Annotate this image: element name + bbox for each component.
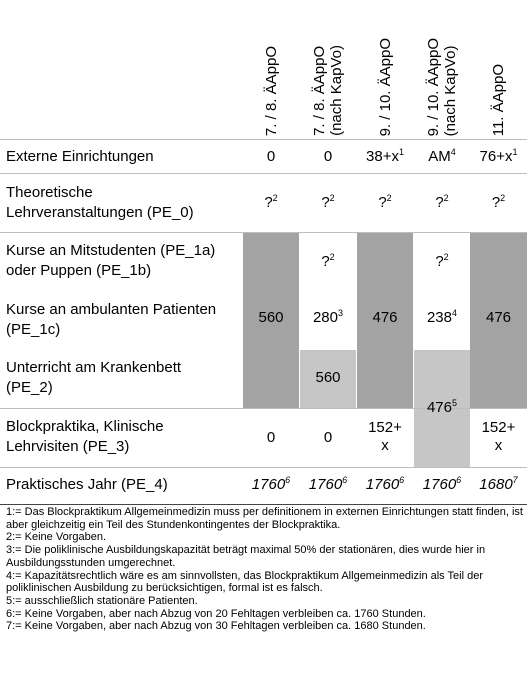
cell-footnote-ref: 7 bbox=[512, 475, 518, 485]
cell-pe1c-c4 bbox=[414, 296, 470, 340]
footnote-2: 2:= Keine Vorgaben. bbox=[6, 531, 106, 544]
cell-pe1c-c3 bbox=[357, 296, 413, 340]
cell-value: 76+x bbox=[479, 147, 513, 165]
row-label-text: Kurse an ambulanten Patienten bbox=[6, 301, 217, 318]
cell-pe0-c2 bbox=[300, 174, 356, 232]
cell-value: 476 bbox=[426, 399, 452, 416]
cell-footnote-ref: 6 bbox=[285, 475, 291, 485]
row-label-pe3 bbox=[6, 413, 164, 461]
cell-footnote-ref: 2 bbox=[386, 193, 392, 203]
cell-value: ? bbox=[491, 194, 501, 211]
cell-pe1c-c5 bbox=[470, 296, 527, 340]
footnote-4: 4:= Kapazitätsrechtlich wäre es am sinnvollsten, das Blockpraktikum Allgemeinmedizin als Teil der poliklinischen Ausbildung zu berücksichtigen, formal ist es falsch. bbox=[6, 569, 483, 595]
column-header-7-8-kapvo bbox=[300, 0, 356, 138]
cell-footnote-ref: 4 bbox=[452, 308, 458, 318]
row-label-pe1c bbox=[6, 296, 216, 344]
row-label-pe0 bbox=[6, 178, 194, 228]
cell-value: 0 bbox=[323, 147, 333, 165]
divider-footnotes bbox=[0, 504, 527, 505]
cell-pe0-c4 bbox=[414, 174, 470, 232]
column-header-sublabel: (nach KapVo) bbox=[442, 45, 459, 136]
column-header-11 bbox=[470, 0, 527, 138]
cell-pe1c-c2 bbox=[300, 296, 356, 340]
cell-footnote-ref: 2 bbox=[329, 252, 335, 262]
cell-value: 476 bbox=[485, 309, 512, 326]
cell-value: 0 bbox=[266, 147, 276, 165]
footnote-5: 5:= ausschließlich stationäre Patienten. bbox=[6, 594, 198, 607]
footnote-1: 1:= Das Blockpraktikum Allgemeinmedizin muss per definitionem in externen Einrichtungen statt finden, ist aber gleichzeitig ein Teil des Stundenkontingentes der Blockpraktika. bbox=[6, 506, 523, 531]
cell-value: 0 bbox=[266, 428, 276, 446]
cell-footnote-ref: 2 bbox=[500, 193, 506, 203]
row-label-text: Lehrvisiten (PE_3) bbox=[6, 438, 130, 455]
cell-pe3-c5 bbox=[470, 412, 527, 462]
cell-value: ? bbox=[321, 194, 330, 211]
cell-externe-c1 bbox=[243, 140, 299, 173]
cell-pe4-c3 bbox=[357, 470, 413, 500]
cell-value: ? bbox=[435, 194, 444, 211]
column-header-label: 7. / 8. ÄAppO bbox=[262, 45, 280, 136]
cell-externe-c3 bbox=[357, 140, 413, 173]
cell-value: ? bbox=[321, 253, 330, 270]
cell-pe3-c1 bbox=[243, 410, 299, 465]
cell-value: x bbox=[381, 437, 389, 454]
row-label-text: Theoretische bbox=[6, 184, 93, 201]
cell-value: ? bbox=[264, 194, 273, 211]
row-label-text: oder Puppen (PE_1b) bbox=[6, 262, 152, 279]
column-header-label: 9. / 10. ÄAppO bbox=[425, 37, 442, 136]
cell-footnote-ref: 6 bbox=[399, 475, 405, 485]
cell-externe-c4 bbox=[414, 140, 470, 173]
cell-footnote-ref: 5 bbox=[452, 398, 458, 408]
cell-footnote-ref: 4 bbox=[450, 146, 456, 157]
row-label-externe bbox=[6, 140, 154, 173]
cell-footnote-ref: 2 bbox=[443, 252, 449, 262]
column-header-label: 9. / 10. ÄAppO bbox=[376, 37, 394, 136]
cell-pe4-c5 bbox=[470, 470, 527, 500]
row-label-pe2 bbox=[6, 354, 181, 402]
column-header-label: 11. ÄAppO bbox=[490, 63, 507, 136]
cell-pe1c-c1 bbox=[243, 296, 299, 340]
cell-pe4-c4 bbox=[414, 470, 470, 500]
footnotes bbox=[6, 506, 524, 633]
cell-value: 38+x bbox=[366, 147, 399, 165]
row-label-text: (PE_2) bbox=[6, 379, 53, 396]
column-header-sublabel: (nach KapVo) bbox=[328, 45, 345, 136]
cell-value: 560 bbox=[258, 309, 284, 326]
cell-footnote-ref: 1 bbox=[398, 146, 404, 157]
cell-value: 152+ bbox=[481, 419, 516, 436]
cell-value: 476 bbox=[372, 309, 398, 326]
cell-footnote-ref: 6 bbox=[456, 475, 462, 485]
cell-footnote-ref: 3 bbox=[338, 308, 344, 318]
cell-value: 1760 bbox=[365, 476, 400, 493]
cell-value: 238 bbox=[426, 309, 452, 326]
column-header-7-8 bbox=[243, 0, 299, 138]
row-label-text: (PE_1c) bbox=[6, 321, 61, 338]
cell-value: 1680 bbox=[479, 476, 513, 493]
cell-pe4-c2 bbox=[300, 470, 356, 500]
cell-value: 1760 bbox=[422, 476, 457, 493]
cell-value: 560 bbox=[315, 369, 341, 386]
cell-externe-c2 bbox=[300, 140, 356, 173]
cell-value: x bbox=[494, 437, 503, 454]
column-header-label: 7. / 8. ÄAppO bbox=[311, 45, 328, 136]
divider-pe3-bottom bbox=[0, 467, 527, 468]
row-label-text: Blockpraktika, Klinische bbox=[6, 418, 164, 435]
cell-value: 1760 bbox=[251, 476, 286, 493]
row-label-pe1a bbox=[6, 237, 215, 285]
cell-pe0-c1 bbox=[243, 174, 299, 232]
divider-pe0 bbox=[0, 232, 527, 233]
cell-footnote-ref: 2 bbox=[443, 193, 449, 203]
cell-value: 152+ bbox=[368, 419, 402, 436]
cell-footnote-ref: 1 bbox=[512, 146, 518, 157]
row-label-text: Unterricht am Krankenbett bbox=[6, 359, 182, 376]
footnote-3: 3:= Die poliklinische Ausbildungskapazität beträgt maximal 50% der stationären, dies wurde hier in Ausbildungsstunden umgerechnet. bbox=[6, 544, 486, 569]
cell-value: ? bbox=[435, 253, 444, 270]
cell-pe3-c3 bbox=[357, 412, 413, 462]
cell-value: 280 bbox=[312, 309, 338, 326]
cell-externe-c5 bbox=[470, 140, 527, 173]
cell-pe3-c2 bbox=[300, 410, 356, 465]
column-header-9-10-kapvo bbox=[414, 0, 470, 138]
column-header-9-10 bbox=[357, 0, 413, 138]
cell-pe2-3-c4 bbox=[414, 388, 470, 428]
cell-value: 0 bbox=[323, 428, 333, 446]
row-label-text: Praktisches Jahr (PE_4) bbox=[6, 476, 168, 493]
cell-pe1a-c4 bbox=[414, 240, 470, 284]
cell-footnote-ref: 6 bbox=[342, 475, 348, 485]
cell-footnote-ref: 2 bbox=[272, 193, 278, 203]
cell-pe2-c2 bbox=[300, 356, 356, 400]
cell-pe0-c3 bbox=[357, 174, 413, 232]
cell-value: 1760 bbox=[308, 476, 343, 493]
footnote-7: 7:= Keine Vorgaben, aber nach Abzug von 30 Fehltagen verbleiben ca. 1680 Stunden. bbox=[6, 620, 426, 633]
row-label-text: Externe Einrichtungen bbox=[6, 147, 154, 165]
footnote-6: 6:= Keine Vorgaben, aber nach Abzug von 20 Fehltagen verbleiben ca. 1760 Stunden. bbox=[6, 607, 426, 620]
cell-footnote-ref: 2 bbox=[329, 193, 335, 203]
cell-value: ? bbox=[378, 194, 387, 211]
cell-pe0-c5 bbox=[470, 174, 527, 232]
cell-pe1a-c2 bbox=[300, 240, 356, 284]
row-label-text: Kurse an Mitstudenten (PE_1a) bbox=[6, 242, 216, 259]
cell-value: AM bbox=[428, 147, 451, 165]
row-label-pe4 bbox=[6, 470, 168, 500]
cell-pe4-c1 bbox=[243, 470, 299, 500]
row-label-text: Lehrveranstaltungen (PE_0) bbox=[6, 204, 194, 221]
